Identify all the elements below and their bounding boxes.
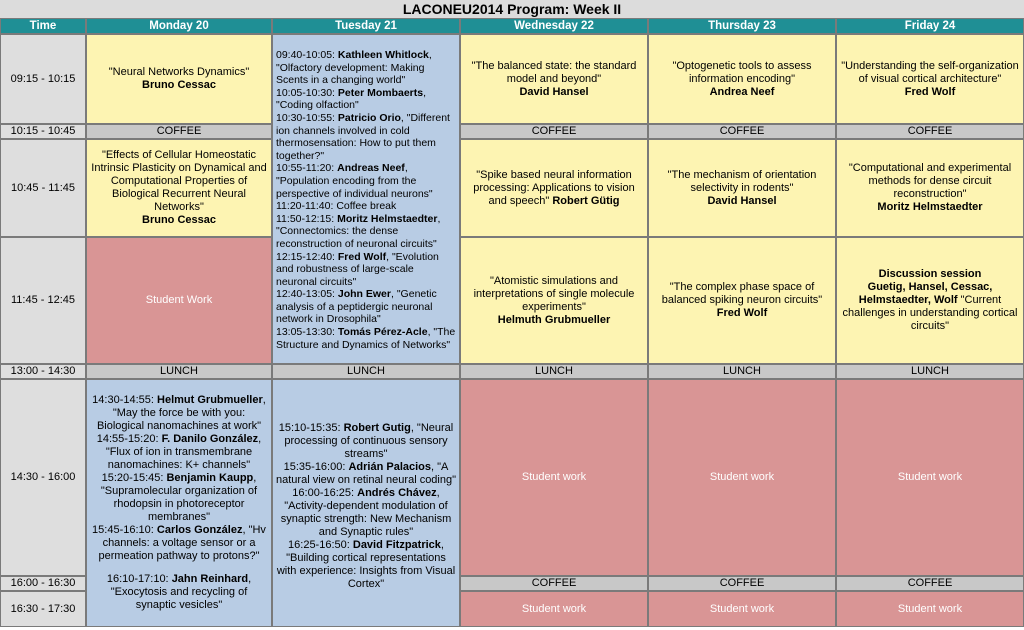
wednesday-student-work: Student work: [460, 379, 648, 576]
talk-entry: 15:20-15:45: Benjamin Kaupp, "Supramolecular organization of rhodopsin in photoreceptor membranes": [100, 472, 258, 523]
header-friday: Friday 24: [836, 18, 1024, 34]
talk-entry: 14:55-15:20: F. Danilo González, "Flux of ion in transmembrane nanomachines: K+ channels": [96, 433, 262, 471]
monday-coffee: COFFEE: [86, 124, 272, 139]
wednesday-session-3: [460, 237, 648, 364]
session-speaker: Bruno Cessac: [142, 79, 216, 91]
thursday-session-3: [648, 237, 836, 364]
time-slot: 11:45 - 12:45: [0, 237, 86, 364]
session-speaker: David Hansel: [519, 85, 589, 98]
talk-entry: 11:50-12:15: Moritz Helmstaedter, "Connectomics: the dense reconstruction of neuronal circuits": [276, 212, 441, 250]
talk-entry: 15:10-15:35: Robert Gutig, "Neural processing of continuous sensory streams": [278, 422, 454, 460]
thursday-session-1: [648, 34, 836, 124]
talk-entry: 12:40-13:05: John Ewer, "Genetic analysis of a peptidergic neuronal network in Drosophila": [276, 288, 437, 326]
tuesday-morning-talks: [272, 34, 460, 364]
thursday-lunch: LUNCH: [648, 364, 836, 379]
monday-afternoon-talks: [86, 379, 272, 627]
session-title: "The balanced state: the standard model and beyond": [471, 59, 637, 85]
time-slot: 16:00 - 16:30: [0, 576, 86, 591]
session-speaker: Fred Wolf: [716, 307, 768, 319]
wednesday-lunch: LUNCH: [460, 364, 648, 379]
wednesday-student-work-2: Student work: [460, 591, 648, 627]
session-heading: Discussion session: [878, 268, 982, 280]
time-slot: 09:15 - 10:15: [0, 34, 86, 124]
talk-entry: 16:00-16:25: Andrés Chávez, "Activity-dependent modulation of synaptic strength: New Mechanism and Synaptic rules": [280, 487, 452, 538]
thursday-coffee: COFFEE: [648, 124, 836, 139]
session-speaker: Bruno Cessac: [142, 214, 216, 226]
session-speaker: Helmuth Grubmueller: [497, 313, 611, 326]
wednesday-session-1: [460, 34, 648, 124]
time-slot: 10:45 - 11:45: [0, 139, 86, 237]
talk-entry: 13:05-13:30: Tomás Pérez-Acle, "The Structure and Dynamics of Networks": [276, 326, 456, 351]
talk-entry: 10:55-11:20: Andreas Neef, "Population encoding from the perspective of individual neurons": [276, 162, 433, 200]
header-time: Time: [0, 18, 86, 34]
friday-session-1: [836, 34, 1024, 124]
session-speakers: Guetig, Hansel, Cessac, Helmstaedter, Wolf: [858, 281, 993, 306]
time-slot: 14:30 - 16:00: [0, 379, 86, 576]
friday-session-2: [836, 139, 1024, 237]
header-tuesday: Tuesday 21: [272, 18, 460, 34]
wednesday-session-2: [460, 139, 648, 237]
talk-entry: 09:40-10:05: Kathleen Whitlock, "Olfactory development: Making Scents in a changing world": [276, 49, 432, 87]
session-speaker: Moritz Helmstaedter: [877, 201, 983, 213]
tuesday-afternoon-talks: [272, 379, 460, 627]
session-speaker: Andrea Neef: [709, 85, 775, 98]
session-title: "The complex phase space of balanced spiking neuron circuits": [661, 281, 823, 306]
wednesday-coffee-2: COFFEE: [460, 576, 648, 591]
talk-entry: 15:35-16:00: Adrián Palacios, "A natural view on retinal neural coding": [276, 461, 457, 486]
thursday-student-work: Student work: [648, 379, 836, 576]
header-thursday: Thursday 23: [648, 18, 836, 34]
talk-entry: 16:10-17:10: Jahn Reinhard, "Exocytosis and recycling of synaptic vesicles": [106, 573, 252, 611]
thursday-student-work-2: Student work: [648, 591, 836, 627]
session-title: "Spike based neural information processing: Applications to vision and speech": [473, 168, 635, 207]
talk-entry: 12:15-12:40: Fred Wolf, "Evolution and robustness of large-scale neuronal circuits": [276, 250, 439, 288]
time-slot: 10:15 - 10:45: [0, 124, 86, 139]
session-title: "The mechanism of orientation selectivity in rodents": [667, 168, 817, 194]
header-monday: Monday 20: [86, 18, 272, 34]
time-slot: 13:00 - 14:30: [0, 364, 86, 379]
monday-session-1: [86, 34, 272, 124]
wednesday-coffee: COFFEE: [460, 124, 648, 139]
program-title: LACONEU2014 Program: Week II: [0, 0, 1024, 18]
friday-student-work-2: Student work: [836, 591, 1024, 627]
talk-entry: 10:30-10:55: Patricio Orio, "Different ion channels involved in cold thermosensation: How to put them together?": [276, 111, 450, 162]
monday-student-work: Student Work: [86, 237, 272, 364]
talk-entry: 15:45-16:10: Carlos González, "Hv channels: a voltage sensor or a permeation pathway to protons?": [92, 524, 266, 562]
session-title: "Understanding the self-organization of visual cortical architecture": [841, 59, 1019, 85]
time-slot: 16:30 - 17:30: [0, 591, 86, 627]
talk-entry: 14:30-14:55: Helmut Grubmueller, "May the force be with you: Biological nanomachines at work": [92, 394, 266, 432]
friday-coffee-2: COFFEE: [836, 576, 1024, 591]
friday-student-work: Student work: [836, 379, 1024, 576]
session-title: "Effects of Cellular Homeostatic Intrinsic Plasticity on Dynamical and Computational Properties of Biological Recurrent Neural Networks": [91, 149, 267, 213]
session-title: "Computational and experimental methods for dense circuit reconstruction": [848, 162, 1012, 200]
thursday-coffee-2: COFFEE: [648, 576, 836, 591]
session-title: "Optogenetic tools to assess information encoding": [672, 59, 812, 85]
session-title: "Atomistic simulations and interpretations of single molecule experiments": [473, 274, 635, 313]
monday-lunch: LUNCH: [86, 364, 272, 379]
session-speaker: David Hansel: [707, 194, 777, 207]
talk-entry: 10:05-10:30: Peter Mombaerts, "Coding olfaction": [276, 86, 427, 112]
header-wednesday: Wednesday 22: [460, 18, 648, 34]
session-title: "Neural Networks Dynamics": [108, 66, 250, 78]
friday-lunch: LUNCH: [836, 364, 1024, 379]
thursday-session-2: [648, 139, 836, 237]
talk-entry: 16:25-16:50: David Fitzpatrick, "Building cortical representations with experience: Insights from Visual Cortex": [276, 539, 456, 590]
session-speaker: Robert Gütig: [552, 194, 620, 207]
friday-discussion-session: [836, 237, 1024, 364]
session-title: "Current challenges in understanding cortical circuits": [842, 294, 1018, 332]
coffee-break-entry: 11:20-11:40: Coffee break: [276, 200, 397, 213]
session-speaker: Fred Wolf: [904, 85, 956, 98]
tuesday-lunch: LUNCH: [272, 364, 460, 379]
monday-session-2: [86, 139, 272, 237]
friday-coffee: COFFEE: [836, 124, 1024, 139]
